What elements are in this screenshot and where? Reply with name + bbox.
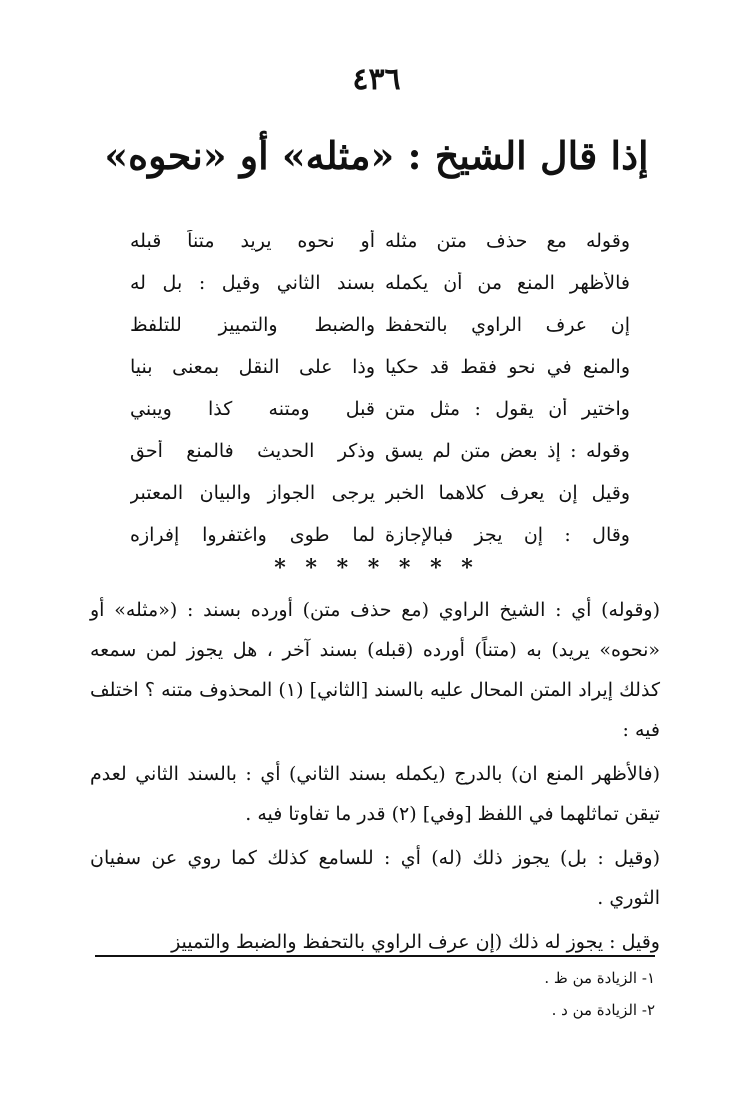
commentary-paragraph: (وقوله) أي : الشيخ الراوي (مع حذف متن) أورده بسند : («مثله» أو «نحوه» يريد) به (متناً) أورده (قبله) بسند آخر ، هل يجوز لمن سمعه كذلك إيراد المتن المحال عليه بالسند [الثاني] (١) المحذوف متنه ؟ اختلف فيه : xyxy=(90,599,660,741)
verse-second-hemistich: أو نحوه يريد متناً قبله xyxy=(130,230,375,252)
footnotes xyxy=(95,962,655,1026)
poem xyxy=(130,220,630,556)
verse-second-hemistich: وذكر الحديث فالمنع أحق xyxy=(130,440,375,462)
verse-first-hemistich: واختير أن يقول : مثل متن xyxy=(385,398,630,420)
verse-first-hemistich: والمنع في نحو فقط قد حكيا xyxy=(385,356,630,378)
verse-second-hemistich: لما طوى واغتفروا إفرازه xyxy=(130,524,375,546)
verse-first-hemistich: وقيل إن يعرف كلاهما الخبر xyxy=(385,482,630,504)
verse-second-hemistich: وذا على النقل بمعنى بنيا xyxy=(130,356,375,378)
poem-verse xyxy=(130,346,630,388)
poem-verse xyxy=(130,472,630,514)
poem-verse xyxy=(130,262,630,304)
commentary-paragraph: (فالأظهر المنع ان) بالدرج (يكمله بسند الثاني) أي : بالسند الثاني لعدم تيقن تماثلهما في اللفظ [وفي] (٢) قدر ما تفاوتا فيه . xyxy=(90,763,660,825)
verse-second-hemistich: يرجى الجواز والبيان المعتبر xyxy=(130,482,375,504)
chapter-title: إذا قال الشيخ : «مثله» أو «نحوه» xyxy=(104,133,649,178)
verse-second-hemistich: بسند الثاني وقيل : بل له xyxy=(130,272,375,294)
poem-verse xyxy=(130,430,630,472)
poem-verse xyxy=(130,304,630,346)
verse-first-hemistich: إن عرف الراوي بالتحفظ xyxy=(385,314,630,336)
verse-second-hemistich: قبل ومتنه كذا ويبني xyxy=(130,398,375,420)
footnote: ٢- الزيادة من د . xyxy=(551,1001,655,1019)
commentary-paragraph: وقيل : يجوز له ذلك (إن عرف الراوي بالتحفظ والضبط والتمييز xyxy=(171,931,660,953)
verse-second-hemistich: والضبط والتمييز للتلفظ xyxy=(130,314,375,336)
poem-verse xyxy=(130,220,630,262)
verse-first-hemistich: وقوله : إذ بعض متن لم يسق xyxy=(385,440,630,462)
commentary-paragraph: (وقيل : بل) يجوز ذلك (له) أي : للسامع كذلك كما روي عن سفيان الثوري . xyxy=(90,847,660,909)
footnote-divider xyxy=(95,955,655,957)
footnote: ١- الزيادة من ظ . xyxy=(544,969,655,987)
poem-verse xyxy=(130,514,630,556)
poem-verse xyxy=(130,388,630,430)
verse-first-hemistich: وقال : إن يجز فبالإجازة xyxy=(385,524,630,546)
page-number: ٤٣٦ xyxy=(352,62,401,97)
verse-first-hemistich: وقوله مع حذف متن مثله xyxy=(385,230,630,252)
commentary xyxy=(90,590,660,966)
verse-first-hemistich: فالأظهر المنع من أن يكمله xyxy=(385,272,630,294)
section-separator: * * * * * * * xyxy=(274,555,479,581)
